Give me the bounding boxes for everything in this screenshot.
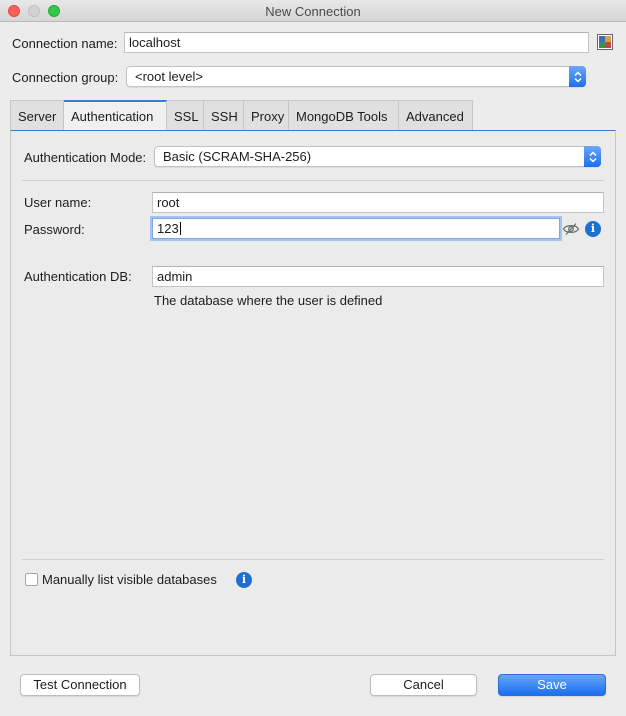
connection-name-label: Connection name: [12, 36, 118, 51]
auth-mode-value: Basic (SCRAM-SHA-256) [163, 149, 312, 164]
text-caret [180, 222, 181, 235]
auth-db-hint: The database where the user is defined [154, 293, 383, 308]
auth-mode-label: Authentication Mode: [24, 150, 147, 165]
connection-group-value: <root level> [135, 69, 203, 84]
username-input[interactable]: root [152, 192, 604, 213]
tab-advanced[interactable]: Advanced [399, 100, 473, 131]
tab-ssh[interactable]: SSH [204, 100, 244, 131]
tab-server[interactable]: Server [10, 100, 64, 131]
tab-authentication[interactable]: Authentication [64, 100, 167, 131]
tab-mongodb-tools[interactable]: MongoDB Tools [289, 100, 399, 131]
chevron-up-down-icon [584, 146, 601, 167]
separator [22, 180, 604, 181]
color-swatch-icon[interactable] [597, 34, 613, 50]
tab-bar [10, 100, 473, 131]
eye-slash-icon[interactable] [562, 222, 580, 236]
password-input[interactable] [152, 218, 560, 239]
window-title: New Connection [265, 4, 361, 19]
manual-list-label: Manually list visible databases [42, 572, 217, 587]
password-info-icon[interactable]: i [585, 221, 601, 237]
test-connection-button[interactable]: Test Connection [20, 674, 140, 696]
save-button[interactable]: Save [498, 674, 606, 696]
password-value: 123 [157, 221, 179, 236]
auth-db-input[interactable]: admin [152, 266, 604, 287]
connection-group-select[interactable] [126, 66, 586, 87]
manual-list-info-icon[interactable]: i [236, 572, 252, 588]
manual-list-checkbox[interactable] [25, 573, 38, 586]
cancel-button[interactable]: Cancel [370, 674, 477, 696]
tab-ssl[interactable]: SSL [167, 100, 204, 131]
tab-proxy[interactable]: Proxy [244, 100, 289, 131]
auth-mode-select[interactable] [154, 146, 601, 167]
separator [22, 559, 604, 560]
auth-db-label: Authentication DB: [24, 269, 132, 284]
connection-name-input[interactable]: localhost [124, 32, 589, 53]
connection-group-label: Connection group: [12, 70, 119, 85]
chevron-up-down-icon [569, 66, 586, 87]
password-label: Password: [24, 222, 85, 237]
title-bar [0, 0, 626, 22]
username-label: User name: [24, 195, 92, 210]
